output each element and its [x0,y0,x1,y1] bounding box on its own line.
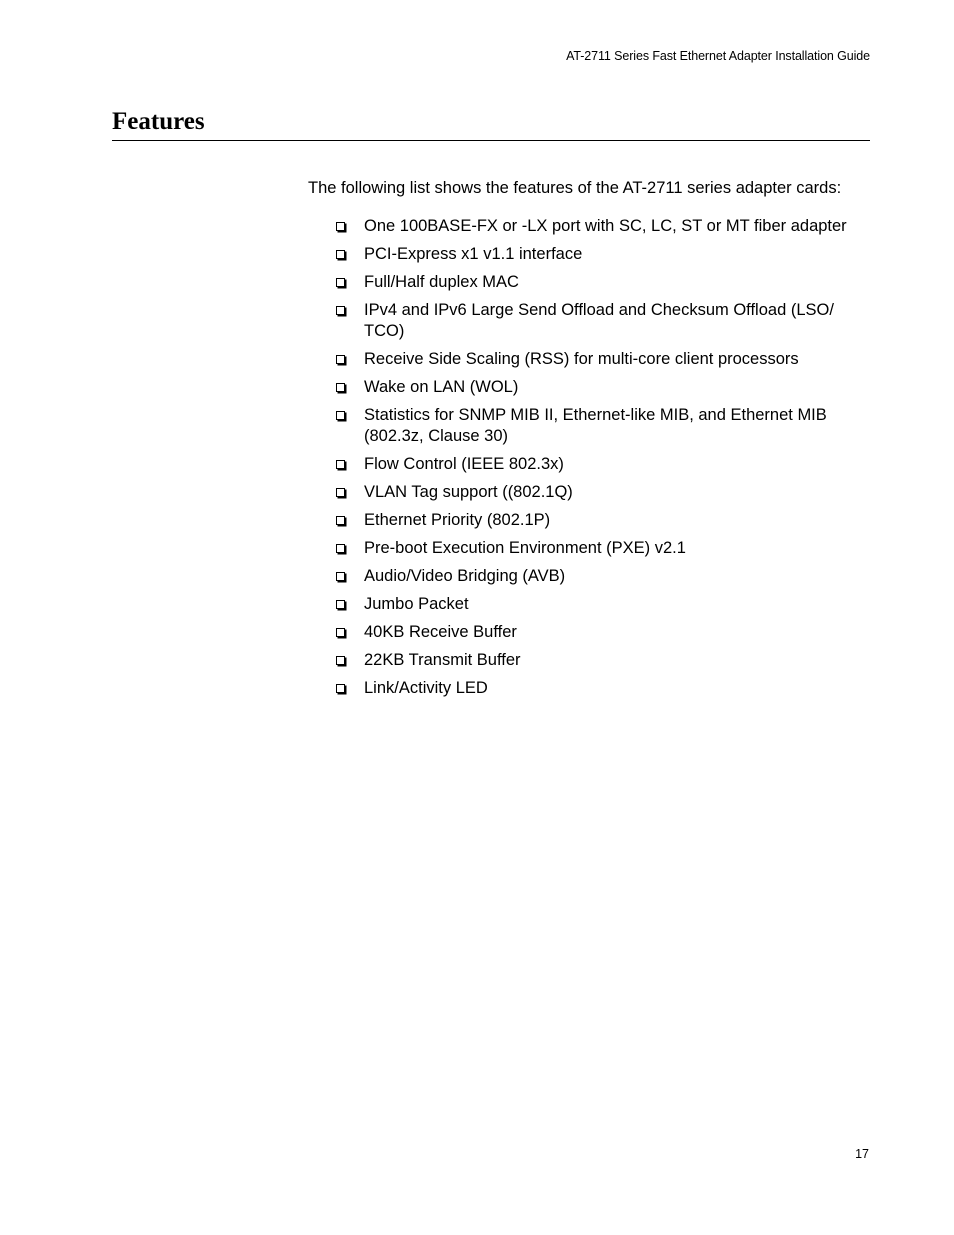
feature-text: 40KB Receive Buffer [364,623,517,641]
feature-item [336,454,870,475]
checkbox-bullet-icon [336,460,345,469]
checkbox-bullet-icon [336,488,345,497]
feature-list [336,216,870,706]
feature-text: Ethernet Priority (802.1P) [364,511,551,529]
intro-paragraph: The following list shows the features of the AT-2711 series adapter cards: [308,179,842,197]
running-header: AT-2711 Series Fast Ethernet Adapter Installation Guide [566,49,870,63]
checkbox-bullet-icon [336,600,345,609]
feature-item [336,650,870,671]
feature-item [336,594,870,615]
section-title: Features [112,108,205,135]
feature-item [336,244,870,265]
checkbox-bullet-icon [336,656,345,665]
page-number: 17 [855,1147,869,1161]
checkbox-bullet-icon [336,250,345,259]
feature-item [336,622,870,643]
feature-text: One 100BASE-FX or -LX port with SC, LC, ST or MT fiber adapter [364,217,847,235]
feature-item [336,566,870,587]
feature-text: VLAN Tag support ((802.1Q) [364,483,573,501]
feature-text: Statistics for SNMP MIB II, Ethernet-like MIB, and Ethernet MIB (802.3z, Clause 30) [364,406,827,445]
checkbox-bullet-icon [336,306,345,315]
feature-item [336,678,870,699]
feature-text: Wake on LAN (WOL) [364,378,519,396]
feature-text: Audio/Video Bridging (AVB) [364,567,566,585]
title-rule [112,140,870,141]
feature-text: 22KB Transmit Buffer [364,651,521,669]
checkbox-bullet-icon [336,278,345,287]
feature-item [336,272,870,293]
checkbox-bullet-icon [336,684,345,693]
feature-item [336,377,870,398]
feature-text: IPv4 and IPv6 Large Send Offload and Checksum Offload (LSO/ TCO) [364,301,834,340]
checkbox-bullet-icon [336,355,345,364]
feature-item [336,216,870,237]
feature-text: Flow Control (IEEE 802.3x) [364,455,564,473]
feature-item [336,300,870,342]
feature-item [336,510,870,531]
checkbox-bullet-icon [336,383,345,392]
feature-text: Full/Half duplex MAC [364,273,519,291]
feature-text: Jumbo Packet [364,595,469,613]
checkbox-bullet-icon [336,572,345,581]
checkbox-bullet-icon [336,544,345,553]
checkbox-bullet-icon [336,628,345,637]
feature-item [336,349,870,370]
checkbox-bullet-icon [336,222,345,231]
feature-text: PCI-Express x1 v1.1 interface [364,245,583,263]
feature-item [336,405,870,447]
checkbox-bullet-icon [336,411,345,420]
checkbox-bullet-icon [336,516,345,525]
feature-item [336,538,870,559]
feature-item [336,482,870,503]
feature-text: Pre-boot Execution Environment (PXE) v2.1 [364,539,686,557]
feature-text: Receive Side Scaling (RSS) for multi-core client processors [364,350,799,368]
feature-text: Link/Activity LED [364,679,488,697]
